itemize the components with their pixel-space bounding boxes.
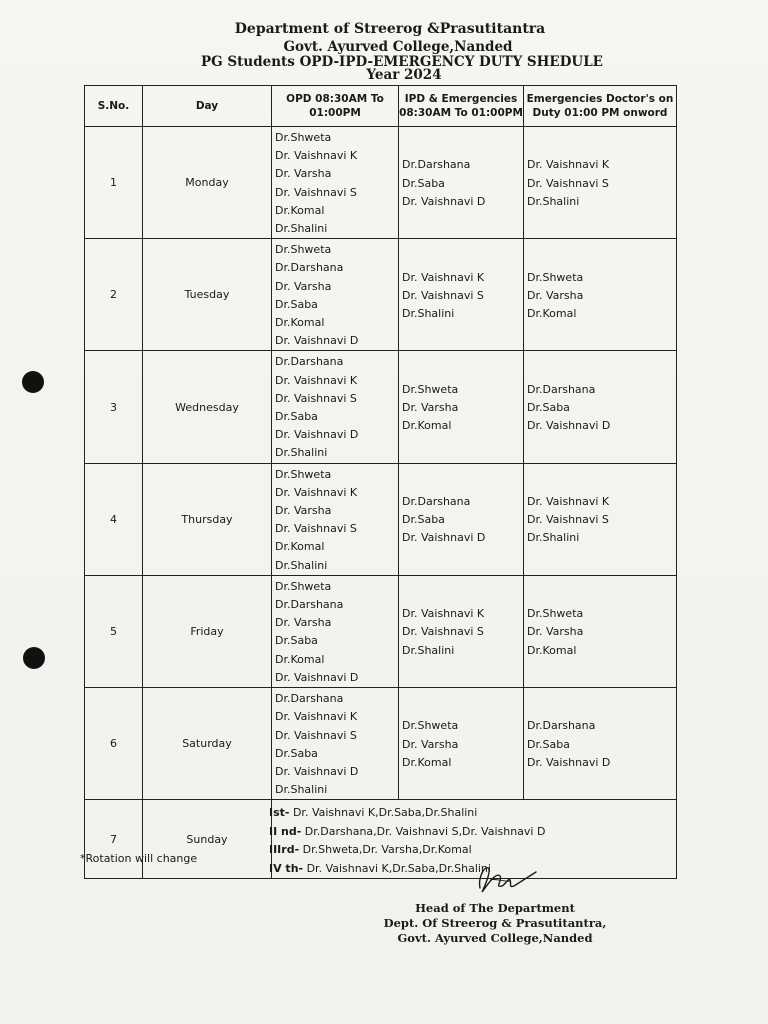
rotation-label: IV th- <box>269 861 304 875</box>
doctor-name: Dr. Vaishnavi K <box>402 270 485 284</box>
opd-name-list <box>272 464 398 575</box>
doctor-name: Dr.Darshana <box>527 382 596 396</box>
doctor-name: Dr.Darshana <box>275 598 344 612</box>
ipd-cell <box>399 463 524 575</box>
doctor-name: Dr.Shalini <box>275 446 328 460</box>
doctor-name: Dr.Komal <box>527 643 577 657</box>
rotation-note: *Rotation will change <box>80 852 198 865</box>
col-header-opd-line1: OPD 08:30AM To <box>286 93 384 105</box>
table-row-friday <box>85 575 677 687</box>
schedule-year: Year 2024 <box>366 67 442 83</box>
emg-cell <box>524 575 677 687</box>
signatory-college: Govt. Ayurved College,Nanded <box>397 931 593 945</box>
doctor-name: Dr.Komal <box>275 316 325 330</box>
ipd-name-list <box>399 715 523 772</box>
doctor-name: Dr. Vaishnavi S <box>527 513 609 527</box>
col-header-ipd-line2: 08:30AM To 01:00PM <box>399 107 523 119</box>
doctor-name: Dr.Saba <box>402 176 445 190</box>
table-row-monday <box>85 127 677 239</box>
opd-name-list <box>272 576 398 687</box>
opd-name-list <box>272 239 398 350</box>
doctor-name: Dr. Vaishnavi K <box>275 485 358 499</box>
emg-name-list <box>524 379 676 436</box>
opd-name-list <box>272 351 398 462</box>
emg-name-list <box>524 154 676 211</box>
doctor-name: Dr.Darshana <box>402 494 471 508</box>
doctor-name: Dr.Shalini <box>527 531 580 545</box>
opd-cell <box>272 239 399 351</box>
ipd-name-list <box>399 154 523 211</box>
rotation-names: Dr. Vaishnavi K,Dr.Saba,Dr.Shalini <box>303 861 491 875</box>
doctor-name: Dr.Shweta <box>527 270 584 284</box>
doctor-name: Dr. Varsha <box>402 737 459 751</box>
col-header-opd <box>272 86 399 127</box>
col-header-emergency <box>524 86 677 127</box>
row-day: Wednesday <box>143 351 272 463</box>
row-sno: 4 <box>85 463 143 575</box>
ipd-name-list <box>399 491 523 548</box>
department-title: Department of Streerog &Prasutitantra <box>234 21 546 37</box>
doctor-name: Dr. Vaishnavi K <box>527 158 610 172</box>
doctor-name: Dr.Komal <box>275 652 325 666</box>
doctor-name: Dr. Varsha <box>527 288 584 302</box>
doctor-name: Dr. Varsha <box>527 625 584 639</box>
row-day: Tuesday <box>143 239 272 351</box>
doctor-name: Dr. Vaishnavi D <box>402 194 486 208</box>
table-header-row <box>85 86 677 127</box>
signatory-department: Dept. Of Streerog & Prasutitantra, <box>383 916 607 930</box>
doctor-name: Dr.Shweta <box>527 607 584 621</box>
doctor-name: Dr. Varsha <box>275 167 332 181</box>
college-name: Govt. Ayurved College,Nanded <box>283 39 513 55</box>
table-row-saturday <box>85 688 677 800</box>
doctor-name: Dr.Saba <box>275 297 318 311</box>
col-header-sno: S.No. <box>85 86 143 127</box>
col-header-emergency-line2: Duty 01:00 PM onword <box>532 107 668 119</box>
doctor-name: Dr.Komal <box>275 203 325 217</box>
doctor-name: Dr.Shweta <box>402 719 459 733</box>
signatory-title: Head of The Department <box>415 901 575 915</box>
doctor-name: Dr. Vaishnavi S <box>275 728 357 742</box>
doctor-name: Dr. Vaishnavi K <box>275 149 358 163</box>
table-row-thursday <box>85 463 677 575</box>
day-rows <box>85 127 677 800</box>
doctor-name: Dr.Shweta <box>275 243 332 257</box>
doctor-name: Dr. Vaishnavi S <box>275 391 357 405</box>
rotation-label: IIIrd- <box>269 843 300 857</box>
emg-cell <box>524 351 677 463</box>
table-row-wednesday <box>85 351 677 463</box>
row-day: Saturday <box>143 688 272 800</box>
doctor-name: Dr. Vaishnavi S <box>527 176 609 190</box>
doctor-name: Dr.Saba <box>527 400 570 414</box>
doctor-name: Dr. Vaishnavi K <box>275 373 358 387</box>
signatory-block <box>380 901 610 946</box>
ipd-cell <box>399 239 524 351</box>
doctor-name: Dr.Shalini <box>402 306 455 320</box>
ipd-cell <box>399 688 524 800</box>
doctor-name: Dr.Darshana <box>275 692 344 706</box>
doctor-name: Dr.Saba <box>275 746 318 760</box>
col-header-day: Day <box>143 86 272 127</box>
col-header-ipd <box>399 86 524 127</box>
ipd-name-list <box>399 603 523 660</box>
doctor-name: Dr.Komal <box>402 755 452 769</box>
rotation-label: II nd- <box>269 824 302 838</box>
doctor-name: Dr. Vaishnavi S <box>275 185 357 199</box>
doctor-name: Dr.Shalini <box>275 783 328 797</box>
signature <box>470 858 540 900</box>
doctor-name: Dr.Shalini <box>275 222 328 236</box>
opd-cell <box>272 688 399 800</box>
opd-cell <box>272 463 399 575</box>
emg-cell <box>524 688 677 800</box>
doctor-name: Dr. Vaishnavi D <box>275 334 359 348</box>
ipd-name-list <box>399 379 523 436</box>
doctor-name: Dr.Saba <box>527 737 570 751</box>
col-header-ipd-line1: IPD & Emergencies <box>404 93 518 105</box>
row-sno: 5 <box>85 575 143 687</box>
doctor-name: Dr. Vaishnavi D <box>275 428 359 442</box>
row-sno: 1 <box>85 127 143 239</box>
doctor-name: Dr.Shweta <box>275 131 332 144</box>
row-sno: 3 <box>85 351 143 463</box>
col-header-opd-line2: 01:00PM <box>309 107 361 119</box>
schedule-title: PG Students OPD-IPD-EMERGENCY DUTY SHEDULE <box>201 54 603 70</box>
opd-name-list <box>272 127 398 238</box>
doctor-name: Dr.Saba <box>275 634 318 648</box>
doctor-name: Dr. Varsha <box>275 616 332 630</box>
doctor-name: Dr. Vaishnavi D <box>275 670 359 684</box>
rotation-label: Ist- <box>269 806 290 820</box>
doctor-name: Dr.Darshana <box>402 158 471 172</box>
punch-hole-bottom <box>23 647 45 669</box>
doctor-name: Dr. Vaishnavi S <box>275 522 357 536</box>
opd-cell <box>272 575 399 687</box>
doctor-name: Dr. Vaishnavi D <box>527 419 611 433</box>
emg-cell <box>524 463 677 575</box>
table-row-sunday <box>85 800 677 879</box>
doctor-name: Dr.Komal <box>527 306 577 320</box>
row-day: Friday <box>143 575 272 687</box>
ipd-cell <box>399 127 524 239</box>
doctor-name: Dr.Darshana <box>527 719 596 733</box>
row-sno: 6 <box>85 688 143 800</box>
doctor-name: Dr. Vaishnavi D <box>402 531 486 545</box>
doctor-name: Dr. Varsha <box>275 504 332 518</box>
emg-name-list <box>524 715 676 772</box>
doctor-name: Dr.Darshana <box>275 261 344 275</box>
doctor-name: Dr.Shalini <box>527 194 580 208</box>
doctor-name: Dr. Vaishnavi K <box>275 710 358 724</box>
doctor-name: Dr.Shweta <box>402 382 459 396</box>
doctor-name: Dr.Komal <box>275 540 325 554</box>
col-header-emergency-line1: Emergencies Doctor's on <box>526 93 674 105</box>
doctor-name: Dr. Vaishnavi S <box>402 288 484 302</box>
sunday-rotation-line <box>269 804 676 823</box>
doctor-name: Dr.Komal <box>402 419 452 433</box>
emg-name-list <box>524 267 676 324</box>
doctor-name: Dr.Saba <box>275 410 318 424</box>
rotation-names: Dr.Darshana,Dr. Vaishnavi S,Dr. Vaishnavi D <box>301 824 546 838</box>
doctor-name: Dr.Saba <box>402 513 445 527</box>
doctor-name: Dr.Darshana <box>275 355 344 369</box>
ipd-cell <box>399 575 524 687</box>
doctor-name: Dr. Varsha <box>275 279 332 293</box>
table-row-tuesday <box>85 239 677 351</box>
doctor-name: Dr.Shalini <box>275 558 328 572</box>
row-day: Monday <box>143 127 272 239</box>
row-day: Sunday <box>143 800 272 879</box>
opd-cell <box>272 127 399 239</box>
ipd-name-list <box>399 267 523 324</box>
doctor-name: Dr.Shweta <box>275 467 332 481</box>
doctor-name: Dr. Vaishnavi D <box>275 764 359 778</box>
doctor-name: Dr. Vaishnavi S <box>402 625 484 639</box>
row-sno: 7 <box>85 800 143 879</box>
emg-name-list <box>524 603 676 660</box>
emg-cell <box>524 239 677 351</box>
doctor-name: Dr. Vaishnavi D <box>527 755 611 769</box>
opd-cell <box>272 351 399 463</box>
doctor-name: Dr. Vaishnavi K <box>527 494 610 508</box>
opd-name-list <box>272 688 398 799</box>
doctor-name: Dr. Vaishnavi K <box>402 607 485 621</box>
doctor-name: Dr.Shweta <box>275 579 332 593</box>
duty-schedule-table <box>84 85 677 879</box>
sunday-rotation-line <box>269 823 676 842</box>
punch-hole-top <box>22 371 44 393</box>
row-sno: 2 <box>85 239 143 351</box>
rotation-names: Dr.Shweta,Dr. Varsha,Dr.Komal <box>299 843 472 857</box>
emg-cell <box>524 127 677 239</box>
ipd-cell <box>399 351 524 463</box>
rotation-names: Dr. Vaishnavi K,Dr.Saba,Dr.Shalini <box>289 806 478 820</box>
row-day: Thursday <box>143 463 272 575</box>
doctor-name: Dr. Varsha <box>402 400 459 414</box>
doctor-name: Dr.Shalini <box>402 643 455 657</box>
emg-name-list <box>524 491 676 548</box>
